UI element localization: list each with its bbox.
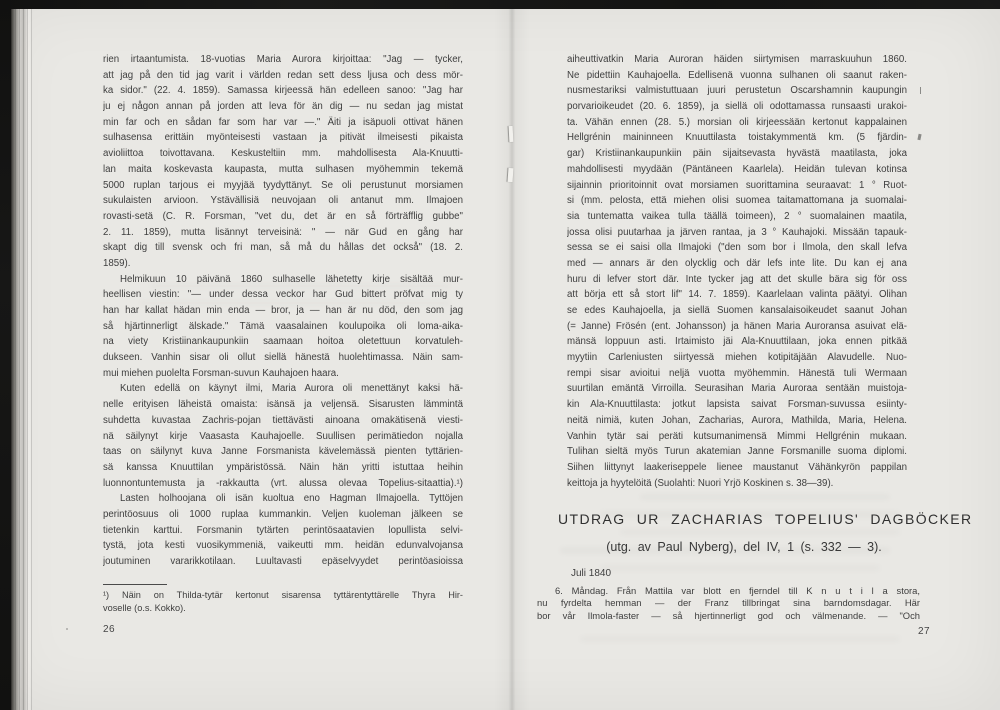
text-line: Lasten holhoojana oli isän kuoltua eno Hagman Ilmajoella. Tyttöjen [120, 493, 463, 505]
text-line: sulhasensa erittäin myönteisesti vastaan ja pitivät ilmeisesti pikaista [103, 132, 463, 144]
text-line: rien irtaantumista. 18-vuotias Maria Aurora kirjoittaa: "Jag — tycker, [103, 54, 463, 65]
text-line: neitä nimiä, kuten Johan, Zacharias, Aurora, Mathilda, Maria, Helena. [567, 414, 907, 426]
text-line: sukulaisten arvioon. Ystävällisiä neuvojaan oli antanut mm. Ilmajoen [103, 195, 463, 207]
text-line: skapt dig till svensk och fri man, så må du hållas det också" (18. 2. [103, 242, 463, 254]
text-line: taas on säilynyt kuva Janne Forsmanista kävelemässä pienten tyttärien- [103, 446, 463, 458]
text-line: rempi sisar avioitui neljä vuotta myöhemmin. Hänestä tuli Wermaan [567, 367, 907, 379]
text-line: mahdollisesti myydään (Päntäneen Kaarlela). Heidän tulevan kotinsa [567, 163, 907, 175]
scan-border-top [0, 0, 1000, 9]
section-heading: UTDRAG UR ZACHARIAS TOPELIUS' DAGBÖCKER [558, 511, 973, 527]
text-line: nelle erityisen läheistä omaista: isänsä ja veljensä. Sisarusten lämmintä [103, 399, 463, 411]
text-line: sä kanssa Knuuttilan ympäristössä. Näin hän yritti istuttaa heihin [103, 461, 463, 473]
left-page-body-text [103, 52, 463, 570]
text-line: så hjärtinnerligt älskade." Tämä vaasalainen koulupoika oli loma-aika- [103, 320, 463, 332]
text-line: na viety Kristiinankaupunkiin saamaan hoitoa oletettuun korvatuleh- [103, 336, 463, 348]
text-line: tystä, jota kesti vuosikymmeniä, vaikeutti mm. heidän edunvalvojansa [103, 540, 463, 552]
text-line: nä säilynyt kirje Vaasasta Kauhajoelle. Suullisen perimätiedon nojalla [103, 430, 463, 442]
text-line: joutuminen vararikkotilaan. Luultavasti epäselvyydet perintöasioissa [103, 556, 463, 567]
footnote [103, 589, 463, 614]
show-through [580, 636, 900, 642]
text-line: ta. Vähän ennen (28. 5.) morsian oli kirjeessään kertonut kappalainen [567, 116, 907, 128]
text-line: heellisen viestin: "— under dessa veckor har Gud bittert pröfvat mig ty [103, 289, 463, 301]
text-line: si (mm. pelosta, että miehen olisi suomea taitamattomana ja suomalai- [567, 195, 907, 207]
text-line: porvarioikeudet (20. 6. 1859), ja siellä oli odottamassa runsaasti urakoi- [567, 101, 907, 113]
text-line: huru di lefver stort där. Inte tycker jag att det skulle bära sig för oss [567, 273, 907, 285]
diary-date-line: Juli 1840 [571, 568, 612, 579]
text-line: sijainnin prioritoinnit ovat morsiamen suorittamina seuraavat: 1 ° Ruot- [567, 179, 907, 191]
text-line: bor vår Ilmola-faster — så hjertinnerligt god och välmenande. — "Och [537, 609, 920, 621]
text-line: gar) Kristiinankaupunkiin päin sijaitsevasta hyvästä maatilasta, joka [567, 148, 907, 160]
text-line: keittoja ja hyytelöitä (Suolahti: Nuori Yrjö Koskinen s. 38—39). [567, 477, 834, 489]
text-line: tietenkin karttui. Forsmanin tytärten perintösaatavien lopullista selvi- [103, 524, 463, 536]
text-line: min far och en sådan far som har var —." Äiti ja isäpuoli ottivat hänen [103, 116, 463, 128]
text-line: lan maita koskevasta kaupasta, mutta sulhasen myöhemmin tekemä [103, 163, 463, 175]
show-through [600, 565, 880, 571]
text-line: att jag på den tid jag varit i världen redan sett dess ljusa och dess mör- [103, 69, 463, 81]
text-line: aiheuttivatkin Maria Auroran häiden siirtymisen marraskuuhun 1860. [567, 54, 907, 65]
page-number-left: 26 [103, 624, 116, 635]
text-line: sessa se ei saisi olla Ilmajoki ("den som bor i Ilmola, den skall lefva [567, 242, 907, 254]
text-line: nu fyrdelta hemman — der Franz tillbringat sina barndomsdagar. Här [537, 597, 920, 609]
dust-speck [917, 134, 921, 140]
text-line: luonnontuntemusta ja -rakkautta (vrt. alussa olevaa Topelius-sitaattia).¹) [103, 477, 463, 489]
text-line: 6. Måndag. Från Mattila var blott en fjerndel till K n u t i l a stora, [555, 585, 920, 596]
dust-speck [920, 87, 921, 94]
text-line: Tulihan sieltä myös Turun akatemian Janne Forsmanille suoma diplomi. [567, 446, 907, 458]
text-line: Helmikuun 10 päivänä 1860 sulhaselle lähetetty kirje sisältää mur- [120, 273, 463, 285]
text-line: Hellgrénin maininneen Knuuttilasta toistakymmentä km. (5 fjärdin- [567, 132, 907, 144]
binding-mark [507, 168, 514, 182]
text-line: jossa olisi puutarhaa ja järven rantaa, ja 3 ° Kauhajoki. Missään tapauk- [567, 226, 907, 238]
text-line: sia tuntematta vaikea tulla täällä toimeen), 2 ° suomalainen maatila, [567, 210, 907, 222]
text-line: 1859). [103, 257, 131, 269]
text-line: perintöosuus oli 1000 ruplaa kummankin. Veljen kuoleman jälkeen se [103, 508, 463, 520]
page-edge-stack [11, 9, 32, 710]
text-line: han har kallat hädan min enda — bror, ja — han är nu död, den som jag [103, 305, 463, 316]
text-line: dukseen. Vanhin sisar oli ollut siellä hänestä huolehtimassa. Näin sam- [103, 352, 463, 364]
binding-mark [508, 126, 514, 142]
text-line: 2. 11. 1859), mutta lisännyt terveisinä: " — när Gud en gång har [103, 226, 463, 238]
text-line: suhdetta kuvastaa Zachris-pojan tiettävästi ainoana omakätisenä viesti- [103, 414, 463, 426]
text-line: voselle (o.s. Kokko). [103, 602, 186, 613]
page-number-right: 27 [918, 626, 931, 637]
show-through [620, 529, 900, 535]
text-line: med — annars är den olycklig och där lefs inte lite. Du kan ej ana [567, 257, 907, 269]
text-line: se edes Kauhajoella, ja siellä Suomen kansalaisoikeudet saanut Johan [567, 305, 907, 316]
text-line: (= Janne) Frösén (ent. Johansson) ja hänen Maria Auroransa asuivat elä- [567, 320, 907, 332]
text-line: suurtilan emäntä Virroilla. Seurasihan Maria Auroraa sentään muistoja- [567, 383, 907, 395]
text-line: ¹) Näin on Thilda-tytär kertonut sisarensa tyttärentyttärelle Thyra Hir- [103, 590, 463, 600]
text-line: mänsä loppuun asti. Irtaimisto jäi Ala-Knuuttilaan, joka ennen pitkää [567, 336, 907, 348]
diary-extract-text [537, 585, 920, 622]
footnote-rule [103, 584, 167, 585]
text-line: nusmestariksi valmistuttuaan juuri perustetun Oscarshamnin kaupungin [567, 85, 907, 97]
text-line: ju ej någon annan på jorden att leva för än dig — nu sedan jag mistat [103, 101, 463, 113]
book-gutter [494, 9, 530, 710]
text-line: 5000 ruplan tarjous ei myyjää tyydyttänyt. Se oli perustunut morsiamen [103, 179, 463, 191]
text-line: Vanhin tytär sai peräti kutsumanimensä Mimmi Hellgrénin mukaan. [567, 430, 907, 442]
text-line: att börja ett så stort lif" 14. 7. 1859). Kaarlelaan valinta päätyi. Olihan [567, 289, 907, 301]
scan-border-left [0, 0, 11, 710]
text-line: rovasti-setä (C. R. Forsman, "vet du, det är en så förträfflig gubbe" [103, 210, 463, 222]
section-subheading: (utg. av Paul Nyberg), del IV, 1 (s. 332 — 3). [606, 540, 882, 554]
text-line: myytiin Carleniusten siirtyessä miehen kotipitäjään Alavudelle. Nuo- [567, 352, 907, 364]
text-line: avioliittoa toivottavana. Keskusteltiin mm. mahdollisesta Ala-Knuutti- [103, 148, 463, 160]
right-page-body-text [567, 52, 907, 491]
dust-speck [66, 628, 68, 630]
text-line: Ne pidettiin Kauhajoella. Edellisenä vuonna sulhanen oli saanut raken- [567, 69, 907, 81]
show-through [640, 494, 890, 500]
text-line: kin Ala-Knuuttilasta: jotkut lapsista saivat Forsman-suvussa esiinty- [567, 399, 907, 411]
text-line: mui miehen puolelta Forsman-suvun Kauhajoen haara. [103, 367, 339, 379]
text-line: Siihen liittynyt laakeriseppele lienee maustanut Vähänkyrön pappilan [567, 461, 907, 473]
text-line: ka sidor." (22. 4. 1859). Samassa kirjeessä hän edelleen sanoo: "Jag har [103, 85, 463, 97]
text-line: Kuten edellä on käynyt ilmi, Maria Aurora oli menettänyt kaksi hä- [120, 383, 463, 395]
